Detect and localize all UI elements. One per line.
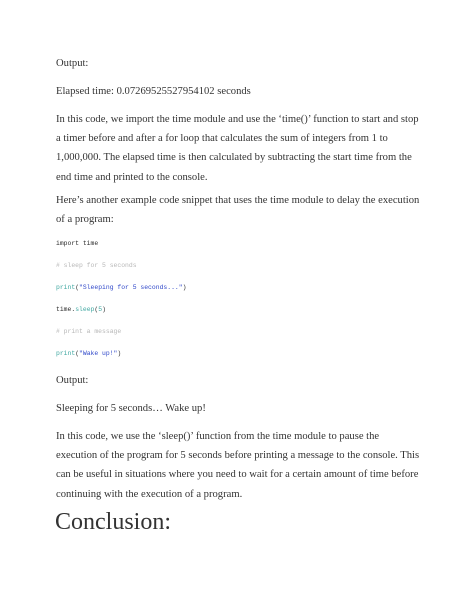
code-function: print	[56, 284, 76, 291]
code-punctuation: (	[75, 350, 80, 357]
code-punctuation: )	[182, 284, 187, 291]
code-punctuation: )	[102, 306, 106, 313]
code-punctuation: (	[94, 306, 99, 313]
code-line-print-sleeping	[56, 284, 186, 292]
code-number: 5	[98, 306, 103, 313]
output-label: Output:	[56, 375, 89, 386]
section-heading: Conclusion:	[55, 509, 172, 535]
intro-paragraph: Here’s another example code snippet that uses the time module to delay the execution of a program:	[56, 195, 420, 226]
code-punctuation: )	[117, 350, 122, 357]
code-line-comment-print	[56, 328, 121, 336]
code-function: sleep	[75, 306, 95, 313]
output-label: Output:	[56, 58, 89, 69]
code-comment: # sleep for 5 seconds	[56, 262, 137, 269]
sleep-output: Sleeping for 5 seconds… Wake up!	[56, 403, 206, 414]
code-punctuation: (	[75, 284, 80, 291]
code-string: "Wake up!"	[79, 350, 118, 357]
code-function: print	[56, 350, 76, 357]
explanation-paragraph: In this code, we use the ‘sleep()’ function from the time module to pause the execution of the program for 5 seconds before printing a message to the console. This can be useful in situations where you need to wait for a certain amount of time before continuing with the execution of a program.	[56, 431, 420, 500]
code-object: time.	[56, 306, 76, 313]
code-comment: # print a message	[56, 328, 122, 335]
explanation-paragraph: In this code, we import the time module and use the ‘time()’ function to start and stop a timer before and after a for loop that calculates the sum of integers from 1 to 1,000,000. The elapsed time is then calculated by subtracting the start time from the end time and printed to the console.	[56, 114, 419, 183]
code-line-import	[56, 240, 98, 248]
code-line-comment-sleep	[56, 262, 137, 270]
code-line-sleep	[56, 306, 106, 314]
code-line-print-wake	[56, 350, 121, 358]
elapsed-time-output: Elapsed time: 0.07269525527954102 seconds	[56, 86, 251, 97]
code-string: "Sleeping for 5 seconds..."	[79, 284, 183, 291]
code-text: import time	[56, 240, 99, 247]
